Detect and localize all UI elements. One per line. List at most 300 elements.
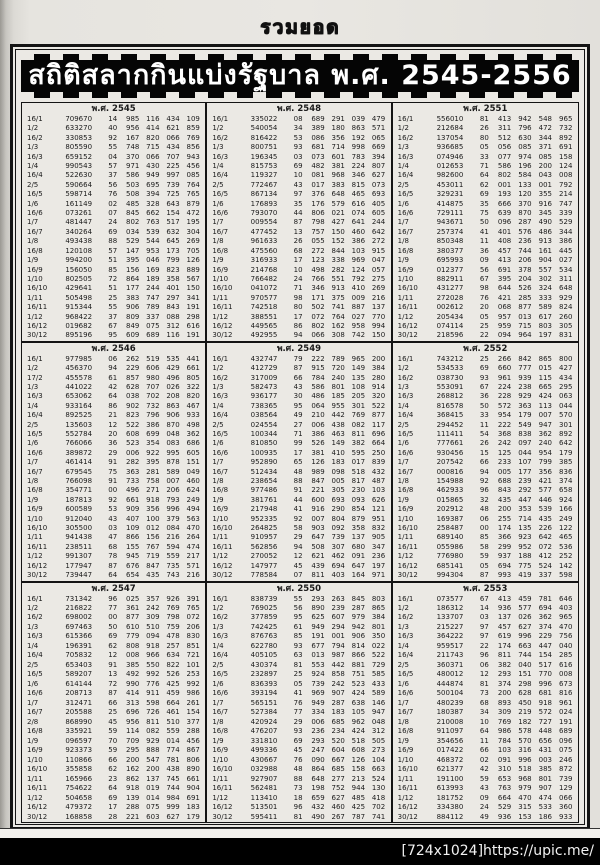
cell-two_digit: 77 (108, 603, 118, 612)
cell-date: 1/6 (27, 439, 39, 448)
cell-first_prize: 147977 (250, 561, 278, 570)
cell-three_digit_2: 242 (331, 679, 345, 688)
cell-three_digit_4: 563 (186, 514, 200, 523)
cell-date: 16/12 (27, 803, 48, 812)
draw-row (209, 595, 388, 604)
cell-two_digit: 05 (293, 679, 303, 688)
cell-date: 1/11 (27, 293, 43, 302)
draw-row (395, 670, 576, 679)
draw-row (395, 524, 576, 533)
cell-date: 16/3 (397, 632, 414, 641)
draw-row (395, 322, 576, 331)
cell-date: 1/4 (397, 162, 409, 171)
draw-row (24, 746, 203, 755)
cell-three_digit_4: 915 (371, 246, 386, 255)
cell-two_digit: 45 (293, 561, 303, 570)
draw-row (395, 477, 576, 486)
cell-three_digit_2: 183 (331, 708, 345, 717)
draw-row (24, 699, 203, 708)
cell-three_digit_4: 244 (371, 218, 386, 227)
cell-date: 1/12 (27, 312, 43, 321)
cell-three_digit_1: 091 (497, 755, 512, 764)
draw-row (209, 364, 388, 373)
cell-date: 1/7 (397, 218, 409, 227)
draw-row (209, 708, 388, 717)
cell-two_digit: 99 (293, 439, 303, 448)
cell-three_digit_4: 022 (371, 641, 386, 650)
cell-three_digit_1: 299 (497, 542, 512, 551)
cell-three_digit_4: 179 (559, 448, 573, 457)
draw-row (24, 784, 203, 793)
cell-two_digit: 55 (108, 303, 118, 312)
cell-three_digit_4: 892 (559, 430, 573, 438)
cell-date: 1/2 (397, 603, 409, 612)
cell-first_prize: 405105 (250, 651, 278, 660)
cell-three_digit_2: 092 (331, 524, 345, 533)
cell-three_digit_4: 311 (559, 274, 573, 283)
cell-three_digit_3: 621 (166, 124, 180, 133)
cell-date: 16/4 (212, 651, 229, 660)
cell-three_digit_4: 445 (559, 246, 573, 255)
cell-two_digit: 69 (479, 364, 489, 373)
draw-row (395, 496, 576, 505)
cell-two_digit: 42 (108, 382, 118, 391)
cell-three_digit_2: 287 (331, 698, 345, 707)
cell-three_digit_4: 191 (186, 331, 200, 340)
draw-row (395, 449, 576, 458)
cell-first_prize: 012377 (436, 265, 464, 274)
cell-three_digit_1: 366 (497, 533, 512, 542)
cell-three_digit_1: 666 (497, 199, 512, 208)
draw-row (24, 604, 203, 613)
cell-three_digit_1: 802 (497, 171, 512, 180)
cell-first_prize: 312471 (65, 698, 93, 707)
cell-date: 16/4 (27, 411, 43, 420)
cell-first_prize: 354771 (65, 486, 93, 495)
cell-three_digit_4: 427 (559, 364, 573, 373)
cell-date: 2/5 (212, 660, 224, 669)
cell-date: 16/3 (27, 392, 43, 401)
cell-first_prize: 689140 (436, 533, 464, 542)
draw-row (209, 543, 388, 552)
draw-row (209, 162, 388, 171)
draw-row (395, 218, 576, 227)
draw-row (395, 543, 576, 552)
cell-three_digit_3: 594 (166, 542, 180, 551)
cell-three_digit_2: 519 (146, 354, 160, 363)
cell-three_digit_2: 150 (331, 227, 345, 236)
cell-two_digit: 80 (479, 133, 489, 142)
cell-date: 1/12 (397, 312, 414, 321)
cell-three_digit_2: 955 (331, 401, 345, 410)
cell-three_digit_1: 843 (497, 486, 512, 495)
cell-first_prize: 633270 (65, 124, 93, 133)
cell-first_prize: 294452 (436, 420, 464, 429)
cell-two_digit: 24 (479, 803, 489, 812)
cell-date: 1/12 (212, 793, 229, 802)
cell-two_digit: 69 (293, 162, 303, 171)
cell-three_digit_4: 567 (186, 274, 200, 283)
cell-first_prize: 766066 (65, 439, 93, 448)
cell-date: 16/6 (397, 689, 414, 698)
cell-two_digit: 55 (293, 594, 303, 603)
cell-three_digit_1: 346 (311, 284, 325, 293)
draw-row (209, 143, 388, 152)
cell-two_digit: 56 (108, 180, 118, 189)
cell-first_prize: 705832 (65, 651, 93, 660)
cell-three_digit_1: 688 (497, 477, 512, 486)
draw-row (209, 190, 388, 199)
cell-first_prize: 994200 (65, 256, 93, 265)
cell-date: 1/9 (397, 736, 409, 745)
cell-three_digit_4: 122 (559, 524, 573, 533)
cell-three_digit_1: 055 (311, 237, 325, 246)
cell-three_digit_3: 817 (351, 477, 366, 486)
cell-three_digit_4: 191 (186, 303, 200, 312)
cell-three_digit_1: 522 (126, 420, 140, 429)
cell-three_digit_2: 918 (146, 641, 160, 650)
cell-three_digit_1: 006 (311, 717, 325, 726)
cell-three_digit_2: 693 (331, 495, 345, 504)
cell-first_prize: 513501 (250, 803, 278, 812)
cell-first_prize: 615366 (65, 632, 93, 641)
draw-row (395, 458, 576, 467)
cell-three_digit_2: 337 (146, 312, 160, 321)
draw-row (209, 294, 388, 303)
cell-three_digit_4: 696 (371, 430, 386, 438)
draw-row (209, 153, 388, 162)
draw-row (24, 543, 203, 552)
cell-date: 1/7 (212, 218, 224, 227)
cell-three_digit_3: 154 (166, 209, 180, 218)
cell-three_digit_2: 952 (518, 542, 532, 551)
cell-first_prize: 695993 (436, 256, 464, 265)
cell-three_digit_3: 074 (351, 209, 366, 218)
cell-three_digit_3: 811 (351, 430, 366, 438)
cell-two_digit: 43 (293, 382, 303, 391)
cell-three_digit_1: 659 (311, 793, 325, 802)
cell-three_digit_2: 741 (331, 303, 345, 312)
cell-three_digit_1: 985 (126, 115, 140, 123)
cell-two_digit: 14 (108, 115, 118, 123)
cell-three_digit_2: 281 (146, 467, 160, 476)
cell-three_digit_1: 572 (497, 401, 512, 410)
cell-two_digit: 76 (293, 755, 303, 764)
cell-three_digit_2: 133 (518, 180, 532, 189)
cell-three_digit_4: 691 (186, 793, 200, 802)
draw-row (24, 468, 203, 477)
cell-first_prize: 462933 (436, 486, 464, 495)
cell-three_digit_3: 026 (166, 382, 180, 391)
cell-three_digit_3: 382 (351, 439, 366, 448)
cell-three_digit_4: 498 (186, 420, 200, 429)
cell-first_prize: 685141 (436, 561, 464, 570)
cell-first_prize: 534533 (436, 364, 464, 373)
cell-three_digit_3: 942 (351, 622, 366, 631)
cell-two_digit: 33 (479, 411, 489, 420)
cell-first_prize: 816422 (250, 133, 278, 142)
cell-three_digit_4: 739 (559, 774, 573, 783)
cell-three_digit_1: 068 (497, 303, 512, 312)
cell-two_digit: 59 (479, 552, 489, 561)
cell-three_digit_3: 386 (351, 237, 366, 246)
draw-row (24, 355, 203, 364)
draw-rows (209, 595, 388, 823)
cell-three_digit_4: 905 (371, 533, 386, 542)
cell-three_digit_4: 877 (371, 411, 386, 420)
stats-sheet-inner (15, 49, 585, 825)
cell-three_digit_4: 008 (559, 670, 573, 679)
cell-two_digit: 87 (108, 561, 118, 570)
cell-first_prize: 100344 (250, 430, 278, 438)
cell-first_prize: 268812 (436, 392, 464, 401)
cell-first_prize: 270052 (250, 552, 278, 561)
cell-first_prize: 968422 (65, 312, 93, 321)
draw-row (395, 402, 576, 411)
cell-date: 1/7 (212, 698, 224, 707)
cell-first_prize: 430667 (250, 755, 278, 764)
draw-row (24, 275, 203, 284)
draw-row (209, 794, 388, 803)
cell-first_prize: 456370 (65, 364, 93, 373)
cell-three_digit_3: 769 (166, 603, 180, 612)
cell-three_digit_1: 909 (126, 505, 140, 514)
cell-first_prize: 868990 (65, 717, 93, 726)
cell-three_digit_3: 362 (538, 430, 553, 438)
cell-three_digit_3: 003 (538, 755, 553, 764)
cell-date: 16/1 (397, 594, 414, 603)
cell-first_prize: 815753 (250, 162, 278, 171)
cell-three_digit_4: 191 (559, 717, 573, 726)
draw-row (24, 374, 203, 383)
cell-three_digit_3: 642 (538, 533, 553, 542)
draw-row (395, 162, 576, 171)
cell-three_digit_4: 807 (371, 162, 386, 171)
cell-three_digit_3: 105 (351, 708, 366, 717)
cell-three_digit_3: 589 (166, 467, 180, 476)
cell-two_digit: 96 (479, 651, 489, 660)
cell-three_digit_2: 518 (518, 765, 532, 774)
draw-row (395, 247, 576, 256)
cell-three_digit_2: 667 (331, 755, 345, 764)
cell-three_digit_1: 845 (126, 209, 140, 218)
cell-three_digit_1: 171 (311, 293, 325, 302)
cell-first_prize: 477452 (250, 227, 278, 236)
cell-date: 1/8 (397, 717, 409, 726)
cell-three_digit_1: 502 (311, 303, 325, 312)
cell-date: 1/3 (397, 382, 409, 391)
cell-two_digit: 95 (108, 331, 118, 340)
cell-three_digit_4: 206 (186, 622, 200, 631)
cell-three_digit_4: 040 (559, 641, 573, 650)
cell-date: 16/10 (212, 765, 233, 774)
cell-three_digit_4: 764 (186, 180, 200, 189)
cell-three_digit_1: 147 (126, 246, 140, 255)
cell-two_digit: 49 (293, 411, 303, 420)
cell-three_digit_3: 461 (166, 708, 180, 717)
cell-three_digit_1: 395 (126, 256, 140, 265)
cell-date: 1/10 (212, 274, 229, 283)
cell-two_digit: 78 (108, 552, 118, 561)
cell-first_prize: 961633 (250, 237, 278, 246)
cell-three_digit_1: 957 (497, 312, 512, 321)
cell-date: 16/5 (212, 190, 229, 199)
cell-three_digit_3: 664 (166, 698, 180, 707)
cell-three_digit_1: 811 (311, 571, 325, 580)
cell-date: 16/2 (397, 613, 414, 622)
cell-two_digit: 30 (293, 392, 303, 401)
draw-row (209, 115, 388, 124)
draw-row (24, 181, 203, 190)
cell-date: 16/8 (212, 727, 229, 736)
cell-three_digit_3: 448 (538, 727, 553, 736)
draw-row (209, 402, 388, 411)
draw-row (395, 571, 576, 580)
cell-two_digit: 48 (479, 505, 489, 514)
cell-two_digit: 37 (108, 312, 118, 321)
cell-three_digit_4: 264 (186, 533, 200, 542)
cell-first_prize: 698002 (65, 613, 93, 622)
year-table-2551 (393, 103, 578, 343)
cell-three_digit_2: 395 (146, 458, 160, 467)
cell-three_digit_4: 851 (186, 641, 200, 650)
draw-row (395, 746, 576, 755)
cell-two_digit: 75 (108, 467, 118, 476)
draw-row (209, 313, 388, 322)
cell-three_digit_1: 090 (311, 755, 325, 764)
cell-three_digit_1: 681 (311, 143, 325, 152)
cell-three_digit_3: 472 (538, 124, 553, 133)
cell-first_prize: 884112 (436, 812, 464, 821)
cell-three_digit_3: 727 (538, 717, 553, 726)
cell-date: 1/3 (27, 143, 39, 152)
cell-three_digit_4: 494 (186, 505, 200, 514)
cell-first_prize: 595411 (250, 812, 278, 821)
cell-three_digit_2: 430 (146, 162, 160, 171)
cell-three_digit_1: 739 (311, 679, 325, 688)
cell-three_digit_3: 333 (538, 293, 553, 302)
cell-first_prize: 074946 (436, 152, 464, 161)
cell-three_digit_4: 049 (186, 467, 200, 476)
cell-date: 16/10 (27, 765, 48, 774)
cell-date: 1/7 (397, 698, 409, 707)
cell-two_digit: 57 (108, 162, 118, 171)
cell-date: 16/9 (27, 505, 43, 514)
cell-three_digit_3: 355 (538, 190, 553, 199)
cell-three_digit_2: 980 (146, 373, 160, 382)
cell-three_digit_2: 539 (146, 227, 160, 236)
cell-three_digit_2: 370 (518, 199, 532, 208)
cell-two_digit: 23 (108, 774, 118, 783)
cell-three_digit_1: 439 (311, 561, 325, 570)
cell-date: 16/9 (397, 265, 414, 274)
cell-two_digit: 94 (479, 467, 489, 476)
cell-three_digit_4: 066 (559, 793, 573, 802)
cell-first_prize: 553091 (436, 382, 464, 391)
cell-two_digit: 80 (293, 303, 303, 312)
cell-three_digit_2: 918 (146, 495, 160, 504)
cell-three_digit_3: 617 (538, 312, 553, 321)
cell-three_digit_3: 539 (538, 505, 553, 514)
cell-first_prize: 739447 (65, 571, 93, 580)
cell-two_digit: 66 (479, 458, 489, 467)
draw-row (395, 756, 576, 765)
cell-three_digit_2: 966 (146, 651, 160, 660)
cell-three_digit_3: 881 (351, 660, 366, 669)
cell-date: 16/2 (212, 613, 229, 622)
cell-three_digit_4: 801 (371, 622, 386, 631)
cell-three_digit_2: 044 (518, 448, 532, 457)
cell-three_digit_4: 605 (186, 448, 200, 457)
cell-date: 16/1 (212, 594, 229, 603)
cell-three_digit_2: 383 (331, 180, 345, 189)
cell-date: 16/8 (27, 486, 43, 495)
cell-two_digit: 29 (293, 717, 303, 726)
cell-two_digit: 11 (479, 736, 489, 745)
year-table-2550 (207, 583, 392, 823)
cell-three_digit_2: 316 (518, 746, 532, 755)
draw-row (395, 181, 576, 190)
cell-three_digit_4: 273 (371, 746, 386, 755)
cell-three_digit_1: 395 (497, 274, 512, 283)
cell-two_digit: 81 (293, 660, 303, 669)
cell-three_digit_4: 103 (371, 486, 386, 495)
cell-three_digit_4: 301 (559, 420, 573, 429)
cell-date: 1/7 (212, 458, 224, 467)
cell-three_digit_2: 291 (331, 115, 345, 123)
cell-three_digit_1: 809 (126, 312, 140, 321)
cell-two_digit: 69 (479, 190, 489, 199)
cell-two_digit: 06 (479, 660, 489, 669)
cell-first_prize: 055986 (436, 542, 464, 551)
cell-date: 2/5 (397, 180, 409, 189)
cell-three_digit_4: 195 (186, 218, 200, 227)
cell-first_prize: 169387 (436, 514, 464, 523)
cell-three_digit_2: 137 (146, 774, 160, 783)
cell-three_digit_1: 361 (126, 603, 140, 612)
cell-three_digit_4: 705 (186, 246, 200, 255)
cell-three_digit_3: 486 (538, 227, 553, 236)
cell-first_prize: 414875 (436, 199, 464, 208)
cell-three_digit_1: 936 (497, 812, 512, 821)
cell-three_digit_2: 282 (331, 265, 345, 274)
cell-first_prize: 621377 (436, 765, 464, 774)
cell-three_digit_3: 287 (351, 603, 366, 612)
cell-date: 17/2 (27, 373, 43, 382)
cell-three_digit_2: 238 (518, 382, 532, 391)
draw-row (209, 552, 388, 561)
cell-three_digit_2: 576 (518, 227, 532, 236)
cell-three_digit_4: 800 (559, 354, 573, 363)
draw-row (209, 374, 388, 383)
cell-first_prize: 377859 (250, 613, 278, 622)
draw-row (24, 209, 203, 218)
cell-two_digit: 12 (108, 420, 118, 429)
cell-three_digit_3: 916 (538, 199, 553, 208)
cell-three_digit_4: 965 (559, 613, 573, 622)
cell-date: 1/11 (27, 774, 43, 783)
cell-two_digit: 61 (293, 622, 303, 631)
cell-first_prize: 952890 (250, 458, 278, 467)
cell-date: 1/11 (212, 533, 229, 542)
cell-two_digit: 64 (479, 171, 489, 180)
cell-date: 1/4 (212, 401, 224, 410)
cell-three_digit_2: 964 (518, 331, 532, 340)
cell-three_digit_2: 752 (331, 784, 345, 793)
draw-rows (395, 595, 576, 823)
cell-three_digit_1: 103 (497, 746, 512, 755)
cell-three_digit_3: 962 (351, 717, 366, 726)
